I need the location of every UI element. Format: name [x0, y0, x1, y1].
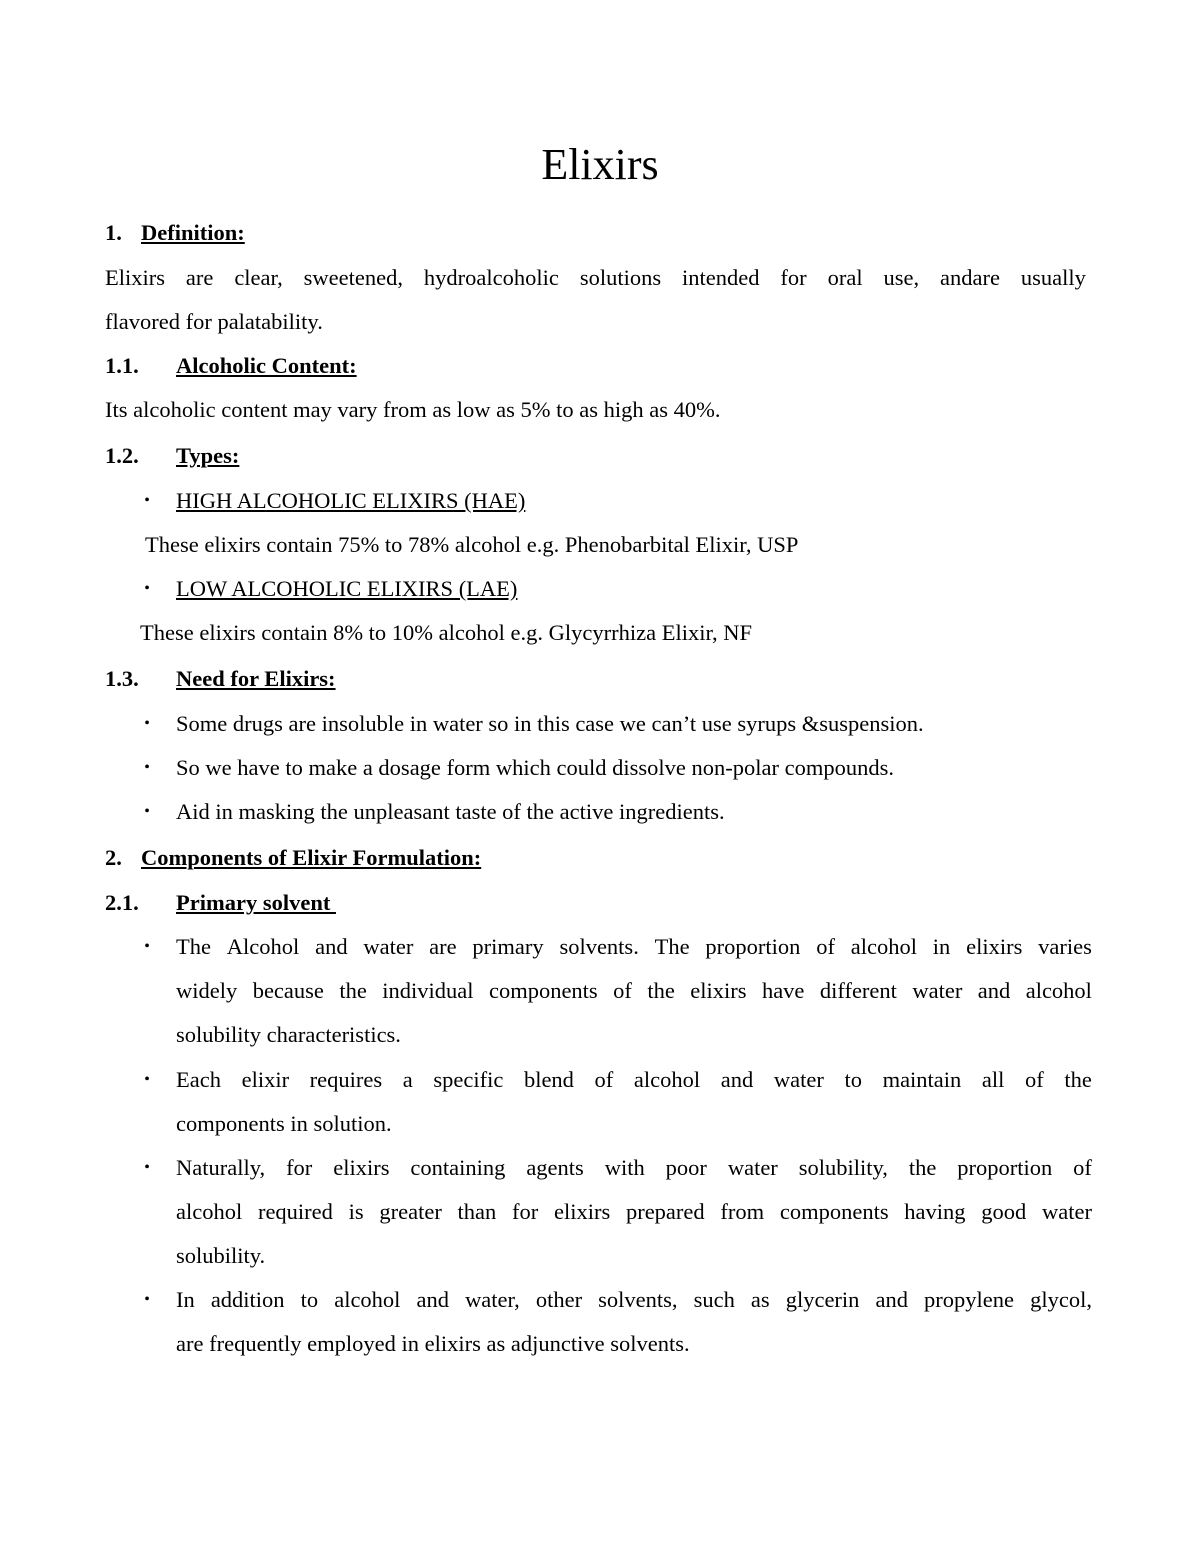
- word: such: [693, 1287, 735, 1312]
- word: hydroalcoholic: [423, 265, 559, 290]
- need-item-1: Some drugs are insoluble in water so in this case we can’t use syrups &suspension.: [176, 711, 924, 736]
- solvent-item-4-line-1: [176, 1285, 1092, 1315]
- bullet-icon: •: [144, 1159, 150, 1176]
- solvent-item-3-line-1: [176, 1153, 1092, 1183]
- bullet-icon: •: [144, 715, 150, 732]
- section-2-1-heading: Primary solvent: [176, 890, 336, 915]
- word: water: [912, 978, 963, 1003]
- section-1-heading: Definition:: [141, 220, 245, 245]
- word: proportion: [705, 934, 801, 959]
- word: from: [720, 1199, 765, 1224]
- word: alcohol: [633, 1067, 701, 1092]
- word: of: [1073, 1155, 1092, 1180]
- word: the: [647, 978, 675, 1003]
- word: the: [908, 1155, 937, 1180]
- word: with: [604, 1155, 645, 1180]
- bullet-icon: •: [144, 803, 150, 820]
- alcoholic-content-text: Its alcoholic content may vary from as low as 5% to as high as 40%.: [105, 397, 721, 422]
- word: in: [932, 934, 951, 959]
- word: specific: [433, 1067, 504, 1092]
- word: glycol,: [1030, 1287, 1092, 1312]
- word: elixirs: [553, 1199, 611, 1224]
- word: usually: [1020, 265, 1086, 290]
- word: intended: [682, 265, 760, 290]
- solvent-item-3-line-2: [176, 1197, 1092, 1227]
- bullet-icon: •: [144, 492, 150, 509]
- section-2-1-number: 2.1.: [105, 890, 139, 915]
- word: of: [1025, 1067, 1044, 1092]
- word: for: [512, 1199, 539, 1224]
- word: sweetened,: [303, 265, 403, 290]
- word: to: [844, 1067, 862, 1092]
- word: other: [535, 1287, 583, 1312]
- word: Naturally,: [176, 1155, 266, 1180]
- word: elixir: [241, 1067, 290, 1092]
- solvent-item-4-line-2: are frequently employed in elixirs as adjunctive solvents.: [176, 1331, 690, 1356]
- word: as: [750, 1287, 770, 1312]
- word: andare: [940, 265, 1000, 290]
- word: all: [981, 1067, 1005, 1092]
- word: clear,: [234, 265, 283, 290]
- section-1-2-heading: Types:: [176, 443, 240, 468]
- section-1-number: 1.: [105, 220, 122, 245]
- word: are: [429, 934, 457, 959]
- page-title: Elixirs: [541, 140, 659, 189]
- solvent-item-2-line-1: [176, 1065, 1092, 1095]
- word: the: [1064, 1067, 1092, 1092]
- section-1-1-heading: Alcoholic Content:: [176, 353, 357, 378]
- bullet-icon: •: [144, 1071, 150, 1088]
- word: greater: [379, 1199, 442, 1224]
- word: blend: [523, 1067, 574, 1092]
- solvent-item-1-line-1: [176, 932, 1092, 962]
- word: water,: [465, 1287, 520, 1312]
- word: use,: [883, 265, 920, 290]
- word: water: [1041, 1199, 1092, 1224]
- word: and: [720, 1067, 754, 1092]
- word: prepared: [625, 1199, 705, 1224]
- word: In: [176, 1287, 195, 1312]
- word: widely: [176, 978, 238, 1003]
- definition-line-2: flavored for palatability.: [105, 309, 323, 334]
- word: than: [457, 1199, 497, 1224]
- word: alcohol: [176, 1199, 243, 1224]
- word: and: [416, 1287, 449, 1312]
- word: the: [339, 978, 367, 1003]
- word: solvents,: [598, 1287, 678, 1312]
- word: elixirs: [690, 978, 747, 1003]
- word: of: [594, 1067, 614, 1092]
- word: poor: [665, 1155, 707, 1180]
- word: elixirs: [333, 1155, 390, 1180]
- type-hae-name: HIGH ALCOHOLIC ELIXIRS (HAE): [176, 488, 526, 513]
- bullet-icon: •: [144, 1291, 150, 1308]
- word: of: [816, 934, 835, 959]
- word: are: [185, 265, 214, 290]
- word: The: [654, 934, 690, 959]
- definition-line-1: [105, 263, 1086, 293]
- word: because: [252, 978, 324, 1003]
- word: water: [773, 1067, 824, 1092]
- word: and: [315, 934, 348, 959]
- word: and: [875, 1287, 908, 1312]
- word: Each: [176, 1067, 221, 1092]
- section-1-3-number: 1.3.: [105, 666, 139, 691]
- word: individual: [382, 978, 474, 1003]
- word: elixirs: [966, 934, 1023, 959]
- word: for: [286, 1155, 313, 1180]
- word: alcohol: [850, 934, 917, 959]
- word: containing: [410, 1155, 506, 1180]
- word: components: [779, 1199, 889, 1224]
- word: have: [761, 978, 805, 1003]
- word: good: [981, 1199, 1027, 1224]
- word: solubility,: [798, 1155, 888, 1180]
- type-lae-name: LOW ALCOHOLIC ELIXIRS (LAE): [176, 576, 518, 601]
- word: proportion: [957, 1155, 1053, 1180]
- section-2-heading: Components of Elixir Formulation:: [141, 845, 482, 870]
- bullet-icon: •: [144, 938, 150, 955]
- word: oral: [827, 265, 863, 290]
- word: alcohol: [334, 1287, 401, 1312]
- type-hae-desc: These elixirs contain 75% to 78% alcohol e.g. Phenobarbital Elixir, USP: [145, 532, 799, 557]
- bullet-icon: •: [144, 759, 150, 776]
- word: to: [300, 1287, 319, 1312]
- word: agents: [526, 1155, 584, 1180]
- word: propylene: [924, 1287, 1015, 1312]
- solvent-item-1-line-3: solubility characteristics.: [176, 1022, 401, 1047]
- word: components: [488, 978, 598, 1003]
- word: solvents.: [559, 934, 639, 959]
- word: varies: [1038, 934, 1092, 959]
- word: glycerin: [785, 1287, 860, 1312]
- solvent-item-1-line-2: [176, 976, 1092, 1006]
- need-item-3: Aid in masking the unpleasant taste of the active ingredients.: [176, 799, 725, 824]
- word: and: [977, 978, 1011, 1003]
- word: addition: [210, 1287, 285, 1312]
- section-1-2-number: 1.2.: [105, 443, 139, 468]
- word: primary: [472, 934, 544, 959]
- word: different: [819, 978, 897, 1003]
- section-1-1-number: 1.1.: [105, 353, 139, 378]
- word: water: [363, 934, 414, 959]
- word: alcohol: [1025, 978, 1092, 1003]
- need-item-2: So we have to make a dosage form which could dissolve non-polar compounds.: [176, 755, 894, 780]
- word: Alcohol: [226, 934, 300, 959]
- bullet-icon: •: [144, 580, 150, 597]
- word: for: [780, 265, 807, 290]
- type-lae-desc: These elixirs contain 8% to 10% alcohol e.g. Glycyrrhiza Elixir, NF: [140, 620, 753, 645]
- word: Elixirs: [105, 265, 165, 290]
- word: required: [257, 1199, 333, 1224]
- word: water: [727, 1155, 778, 1180]
- solvent-item-2-line-2: components in solution.: [176, 1111, 392, 1136]
- section-1-3-heading: Need for Elixirs:: [176, 666, 336, 691]
- solvent-item-3-line-3: solubility.: [176, 1243, 266, 1268]
- word: of: [613, 978, 632, 1003]
- word: having: [904, 1199, 966, 1224]
- word: requires: [309, 1067, 383, 1092]
- word: maintain: [882, 1067, 962, 1092]
- section-2-number: 2.: [105, 845, 122, 870]
- word: solutions: [579, 265, 662, 290]
- word: a: [402, 1067, 413, 1092]
- word: The: [176, 934, 211, 959]
- word: is: [348, 1199, 364, 1224]
